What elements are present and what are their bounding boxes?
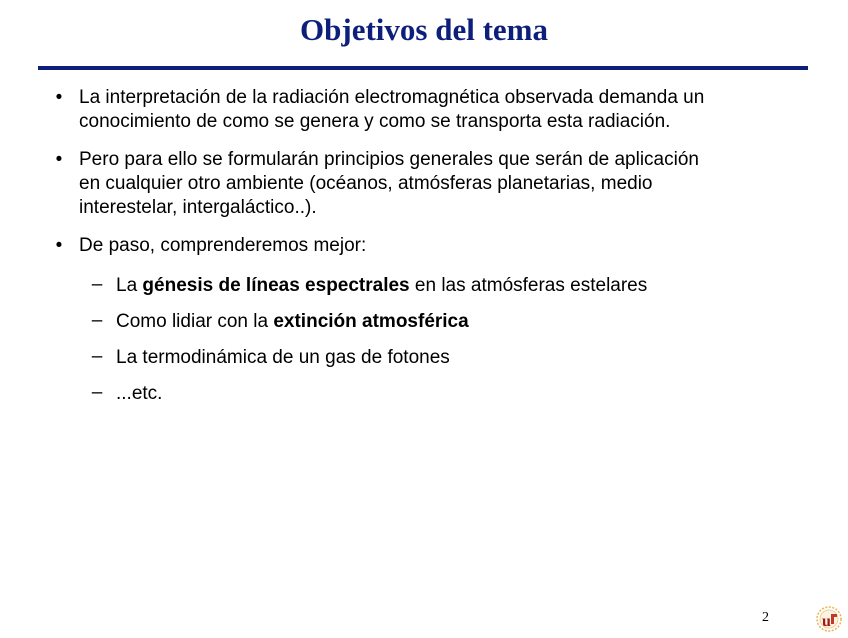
bullet-marker: • bbox=[55, 87, 63, 108]
bullet-line: De paso, comprenderemos mejor: bbox=[79, 235, 367, 256]
bullet-line: Pero para ello se formularán principios generales que serán de aplicación bbox=[79, 149, 699, 170]
bullet-line: conocimiento de como se genera y como se transporta esta radiación. bbox=[79, 111, 671, 132]
sub-item-bold: extinción atmosférica bbox=[273, 311, 469, 332]
title-divider bbox=[38, 66, 808, 70]
bullet-item bbox=[55, 234, 367, 258]
sub-item-text: Como lidiar con la bbox=[116, 311, 274, 332]
bullet-item bbox=[55, 86, 705, 134]
sub-item-text: ...etc. bbox=[116, 383, 163, 404]
university-logo-icon bbox=[814, 605, 844, 633]
sub-item bbox=[91, 310, 469, 334]
sub-item bbox=[91, 346, 450, 370]
bullet-marker: • bbox=[55, 149, 63, 170]
dash-marker: – bbox=[91, 274, 103, 295]
dash-marker: – bbox=[91, 310, 103, 331]
page-number: 2 bbox=[762, 610, 769, 625]
dash-marker: – bbox=[91, 346, 103, 367]
bullet-line: en cualquier otro ambiente (océanos, atmósferas planetarias, medio bbox=[79, 173, 653, 194]
logo-letter: u bbox=[822, 613, 831, 630]
bullet-line: interestelar, intergaláctico..). bbox=[79, 197, 317, 218]
sub-item bbox=[91, 274, 648, 298]
sub-item-text: en las atmósferas estelares bbox=[409, 275, 648, 296]
sub-item bbox=[91, 382, 163, 406]
bullet-item bbox=[55, 148, 699, 220]
sub-item-bold: génesis de líneas espectrales bbox=[142, 275, 410, 296]
bullet-line: La interpretación de la radiación electromagnética observada demanda un bbox=[79, 87, 705, 108]
sub-item-text: La bbox=[116, 275, 143, 296]
slide-title: Objetivos del tema bbox=[300, 12, 548, 47]
sub-item-text: La termodinámica de un gas de fotones bbox=[116, 347, 450, 368]
bullet-marker: • bbox=[55, 235, 63, 256]
dash-marker: – bbox=[91, 382, 103, 403]
